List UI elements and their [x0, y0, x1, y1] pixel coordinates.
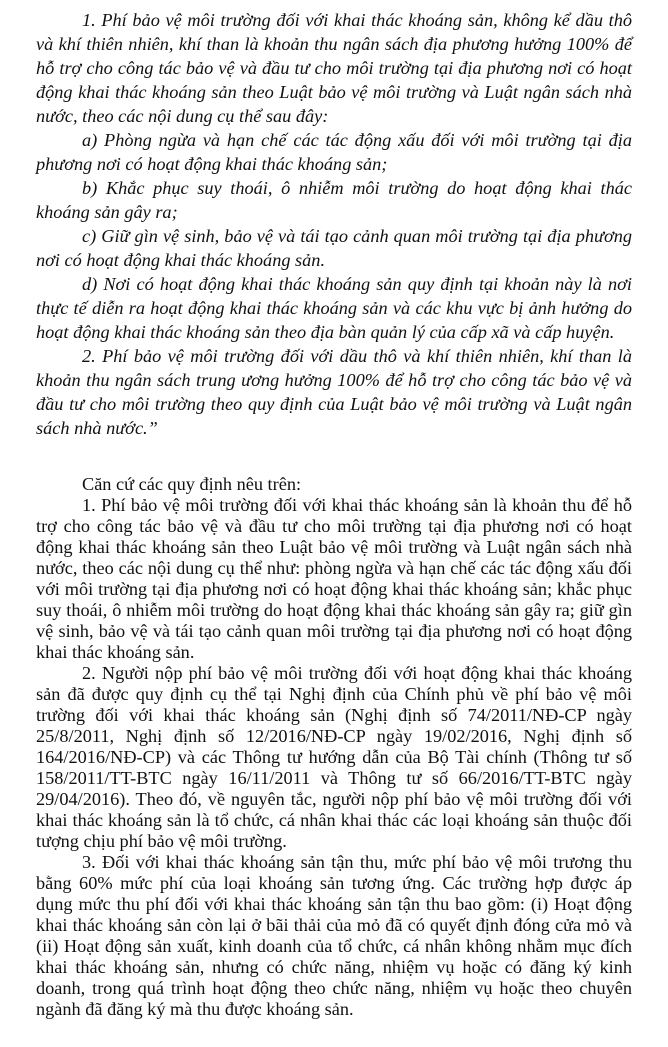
- text-line: nước, theo các nội dung cụ thể như: phòng ngừa và hạn chế các tác động xấu đối: [36, 558, 632, 578]
- text-line: bằng 60% mức phí của loại khoáng sản tương ứng. Các trường hợp được áp: [36, 873, 632, 893]
- text-line: 158/2011/TT-BTC ngày 16/11/2011 và Thông tư số 66/2016/TT-BTC ngày: [36, 768, 632, 788]
- text-line: doanh, trong quá trình hoạt động theo chức năng, nhiệm vụ hoặc theo chuyên: [36, 978, 632, 998]
- text-line: tượng chịu phí bảo vệ môi trường.: [36, 831, 287, 851]
- text-line: (ii) Hoạt động sản xuất, kinh doanh của tổ chức, cá nhân không nhằm mục đích: [36, 936, 632, 956]
- text-line: trường đối với khai thác khoáng sản (Nghị định số 74/2011/NĐ-CP ngày: [36, 705, 632, 725]
- text-line: Căn cứ các quy định nêu trên:: [82, 474, 302, 494]
- text-line: 29/04/2016). Theo đó, về nguyên tắc, người nộp phí bảo vệ môi trường đối với: [36, 789, 632, 809]
- text-line: đầu tư cho môi trường theo quy định của Luật bảo vệ môi trường và Luật ngân: [36, 394, 632, 414]
- text-line: phương nơi có hoạt động khai thác khoáng sản;: [36, 154, 388, 174]
- text-line: hoạt động khai thác khoáng sản theo địa bàn quản lý của cấp xã và cấp huyện.: [36, 322, 615, 342]
- text-line: khai thác khoáng sản là tổ chức, cá nhân khai thác các loại khoáng sản thuộc đối: [36, 810, 632, 830]
- text-line: khai thác khoáng sản, nhưng có chức năng, nhiệm vụ hoặc có đăng ký kinh: [36, 957, 632, 977]
- text-line: b) Khắc phục suy thoái, ô nhiễm môi trường do hoạt động khai thác: [82, 178, 632, 198]
- text-line: trợ cho công tác bảo vệ và đầu tư cho môi trường tại địa phương nơi có hoạt: [36, 516, 632, 536]
- text-line: động khai thác khoáng sản theo Luật bảo vệ môi trường và Luật ngân sách nhà: [36, 82, 632, 102]
- text-line: c) Giữ gìn vệ sinh, bảo vệ và tái tạo cảnh quan môi trường tại địa phương: [82, 226, 632, 246]
- text-line: 1. Phí bảo vệ môi trường đối với khai thác khoáng sản là khoản thu để hỗ: [82, 495, 632, 515]
- text-line: với môi trường tại địa phương nơi có hoạt động khai thác khoáng sản; khắc phục: [36, 579, 632, 599]
- text-line: sản đã được quy định cụ thể tại Nghị định của Chính phủ về phí bảo vệ môi: [36, 684, 632, 704]
- text-line: ngành đã đăng ký mà thu được khoáng sản.: [36, 999, 354, 1019]
- text-line: khoáng sản gây ra;: [36, 202, 178, 222]
- text-line: 1. Phí bảo vệ môi trường đối với khai thác khoáng sản, không kể dầu thô: [82, 10, 632, 30]
- text-line: 164/2016/NĐ-CP) và các Thông tư hướng dẫn của Bộ Tài chính (Thông tư số: [36, 747, 632, 767]
- text-line: 2. Phí bảo vệ môi trường đối với dầu thô và khí thiên nhiên, khí than là: [82, 346, 632, 366]
- text-line: khai thác khoáng sản còn lại ở bãi thải của mỏ đã có quyết định đóng cửa mỏ và: [36, 915, 632, 935]
- text-line: 2. Người nộp phí bảo vệ môi trường đối với hoạt động khai thác khoáng: [82, 663, 632, 683]
- text-line: khoản thu ngân sách trung ương hưởng 100% để hỗ trợ cho công tác bảo vệ và: [36, 370, 632, 390]
- text-line: và khí thiên nhiên, khí than là khoản thu ngân sách địa phương hưởng 100% để: [36, 34, 632, 54]
- text-line: nơi có hoạt động khai thác khoáng sản.: [36, 250, 326, 270]
- text-line: a) Phòng ngừa và hạn chế các tác động xấu đối với môi trường tại địa: [82, 130, 632, 150]
- text-line: nước, theo các nội dung cụ thể sau đây:: [36, 106, 329, 126]
- text-line: sách nhà nước.”: [36, 418, 158, 438]
- text-line: khai thác khoáng sản.: [36, 642, 195, 662]
- text-line: d) Nơi có hoạt động khai thác khoáng sản quy định tại khoản này là nơi: [82, 274, 632, 294]
- text-line: 3. Đối với khai thác khoáng sản tận thu, mức phí bảo vệ môi trương thu: [82, 852, 632, 872]
- text-line: hỗ trợ cho công tác bảo vệ và đầu tư cho môi trường tại địa phương nơi có hoạt: [36, 58, 632, 78]
- text-line: suy thoái, ô nhiễm môi trường do hoạt động khai thác khoáng sản gây ra; giữ gìn: [36, 600, 632, 620]
- text-line: động khai thác khoáng sản theo Luật bảo vệ môi trường và Luật ngân sách nhà: [36, 537, 632, 557]
- text-line: vệ sinh, bảo vệ và tái tạo cảnh quan môi trường tại địa phương nơi có hoạt động: [36, 621, 632, 641]
- text-line: 25/8/2011, Nghị định số 12/2016/NĐ-CP ngày 19/02/2016, Nghị định số: [36, 726, 632, 746]
- text-line: dụng mức thu phí đối với khai thác khoáng sản tận thu bao gồm: (i) Hoạt động: [36, 894, 632, 914]
- text-line: thực tế diễn ra hoạt động khai thác khoáng sản và các khu vực bị ảnh hưởng do: [36, 298, 632, 318]
